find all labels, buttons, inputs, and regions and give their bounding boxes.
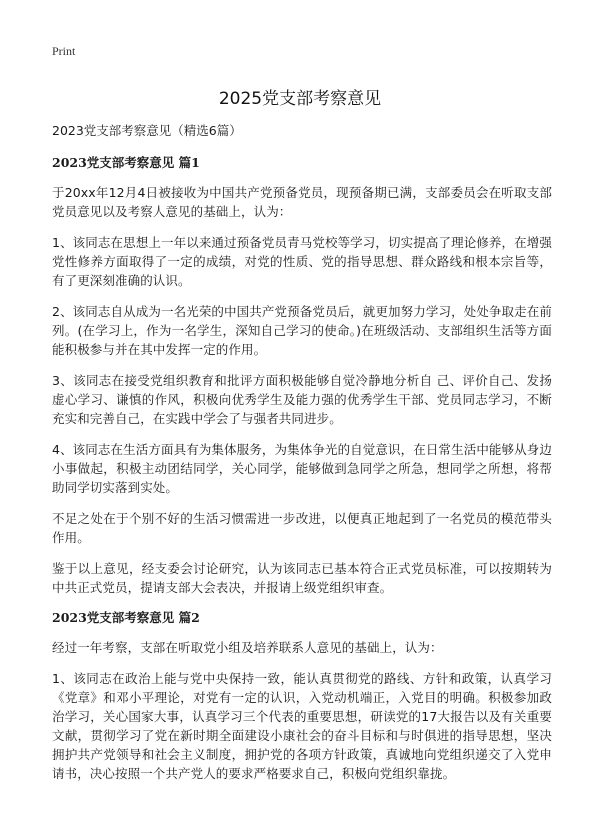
paragraph: 不足之处在于个别不好的生活习惯需进一步改进，以便真正地起到了一名党员的模范带头作用。 <box>52 511 552 545</box>
section-2 <box>52 609 552 783</box>
section-heading: 2023党支部考察意见 篇1 <box>52 155 200 170</box>
paragraph: 1、该同志在思想上一年以来通过预备党员青马党校等学习，切实提高了理论修养，在增强党性修养方面取得了一定的成绩，对党的性质、党的指导思想、群众路线和根本宗旨等，有了更深刻准确的认识。 <box>52 235 552 288</box>
paragraph: 3、该同志在接受党组织教育和批评方面积极能够自觉冷静地分析自 己、评价自己、发扬虚心学习、谦慎的作风，积极向优秀学生及能力强的优秀学生干部、党员同志学习，不断充实和完善自己，在实践中学会了与强者共同进步。 <box>52 373 552 426</box>
paragraph: 于20xx年12月4日被接收为中国共产党预备党员，现预备期已满，支部委员会在听取支部党员意见以及考察人意见的基础上，认为： <box>52 185 552 219</box>
document-body <box>52 122 552 795</box>
paragraph: 经过一年考察，支部在听取党小组及培养联系人意见的基础上，认为： <box>52 640 443 655</box>
paragraph: 4、该同志在生活方面具有为集体服务，为集体争光的自觉意识，在日常生活中能够从身边小事做起，积极主动团结同学，关心同学，能够做到急同学之所急，想同学之所想，将帮助同学切实落到实处。 <box>52 442 552 495</box>
paragraph: 2、该同志自从成为一名光荣的中国共产党预备党员后，就更加努力学习，处处争取走在前列。(在学习上，作为一名学生，深知自己学习的使命。)在班级活动、支部组织生活等方面能积极参与并在其中发挥一定的作用。 <box>52 304 552 357</box>
print-link[interactable]: Print <box>52 44 76 58</box>
document-subtitle: 2023党支部考察意见（精选6篇） <box>52 123 242 138</box>
paragraph: 鉴于以上意见，经支委会讨论研究，认为该同志已基本符合正式党员标准，可以按期转为中共正式党员，提请支部大会表决，并报请上级党组织审查。 <box>52 561 552 595</box>
section-heading: 2023党支部考察意见 篇2 <box>52 610 200 625</box>
page-title: 2025党支部考察意见 <box>218 89 382 109</box>
paragraph: 1、该同志在政治上能与党中央保持一致，能认真贯彻党的路线、方针和政策，认真学习《党章》和邓小平理论，对党有一定的认识，入党动机端正，入党目的明确。积极参加政治学习，关心国家大事，认真学习三个代表的重要思想，研读党的17大报告以及有关重要文献，贯彻学习了党在新时期全面建设小康社会的奋斗目标和与时俱进的指导思想，坚决拥护共产党领导和社会主义制度，拥护党的各项方针政策，真诚地向党组织递交了入党申请书，决心按照一个共产党人的要求严格要求自己，积极向党组织靠拢。 <box>52 671 552 781</box>
section-1 <box>52 154 552 597</box>
